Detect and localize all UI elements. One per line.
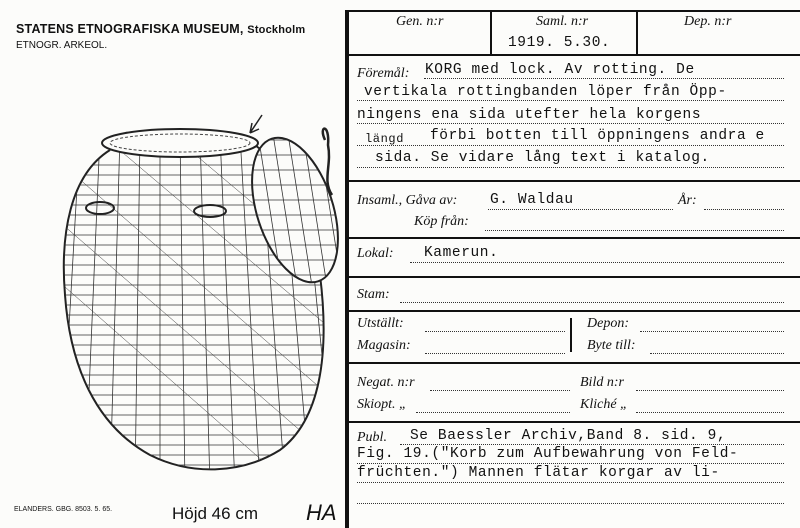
department-line: ETNOGR. ARKEOL. xyxy=(16,40,108,51)
foremal-line-4: förbi botten till öppningens andra e xyxy=(430,128,765,144)
gen-label: Gen. n:r xyxy=(396,14,444,29)
dotted-rule xyxy=(704,209,784,210)
dotted-rule xyxy=(416,412,570,413)
negat-rule xyxy=(349,421,800,423)
magasin-label: Magasin: xyxy=(357,338,411,353)
insaml-label: Insaml., Gåva av: xyxy=(357,193,458,208)
publ-label: Publ. xyxy=(357,430,387,445)
foremal-line-3: ningens ena sida utefter hela korgens xyxy=(357,107,702,123)
foremal-line-5: sida. Se vidare lång text i katalog. xyxy=(375,150,710,166)
dotted-rule xyxy=(357,145,784,146)
dotted-rule xyxy=(357,123,784,124)
dep-label: Dep. n:r xyxy=(684,14,732,29)
stam-label: Stam: xyxy=(357,287,390,302)
dotted-rule xyxy=(357,100,784,101)
byte-label: Byte till: xyxy=(587,338,636,353)
stam-rule xyxy=(349,310,800,312)
saml-label: Saml. n:r xyxy=(536,14,589,29)
lokal-label: Lokal: xyxy=(357,246,394,261)
dotted-rule xyxy=(357,463,784,464)
header-divider-2 xyxy=(636,10,638,54)
dotted-rule xyxy=(425,353,565,354)
vertical-divider xyxy=(345,10,349,528)
header-top-rule xyxy=(349,10,800,12)
foremal-line-2: vertikala rottingbanden löper från Öpp- xyxy=(364,84,727,100)
cliche-label: Kliché „ xyxy=(580,397,628,412)
insaml-rule xyxy=(349,237,800,239)
dotted-rule xyxy=(425,331,565,332)
initials: HA xyxy=(306,500,337,525)
utstallt-divider xyxy=(570,318,572,352)
publ-line-3: früchten.") Mannen flätar korgar av li- xyxy=(357,465,720,481)
publ-line-1: Se Baessler Archiv,Band 8. sid. 9, xyxy=(410,428,727,444)
utstallt-label: Utställt: xyxy=(357,316,404,331)
depon-rule xyxy=(349,362,800,364)
header-divider-1 xyxy=(490,10,492,54)
skiopt-label: Skiopt. „ xyxy=(357,397,407,412)
lokal-rule xyxy=(349,276,800,278)
publ-line-2: Fig. 19.("Korb zum Aufbewahrung von Feld- xyxy=(357,446,739,462)
depon-label: Depon: xyxy=(587,316,629,331)
foremal-label: Föremål: xyxy=(357,66,410,81)
dotted-rule xyxy=(430,390,570,391)
bild-label: Bild n:r xyxy=(580,375,624,390)
dotted-rule xyxy=(650,353,784,354)
foremal-rule xyxy=(349,180,800,182)
basket-drawing xyxy=(40,105,350,490)
dotted-rule xyxy=(636,390,784,391)
dotted-rule xyxy=(424,78,784,79)
foremal-line-1: KORG med lock. Av rotting. De xyxy=(425,62,695,78)
foremal-insert-word: längd xyxy=(365,132,405,146)
dotted-rule xyxy=(400,444,784,445)
dotted-rule xyxy=(485,230,784,231)
dotted-rule xyxy=(640,331,784,332)
kop-label: Köp från: xyxy=(414,214,469,229)
printer-note: ELANDERS. GBG. 8503. 5. 65. xyxy=(14,506,113,513)
dotted-rule xyxy=(636,412,784,413)
lokal-value: Kamerun. xyxy=(424,245,499,261)
height-note: Höjd 46 cm xyxy=(172,504,258,523)
dotted-rule xyxy=(357,482,784,483)
negat-label: Negat. n:r xyxy=(357,375,415,390)
dotted-rule xyxy=(400,302,784,303)
dotted-rule xyxy=(488,209,673,210)
header-bottom-rule xyxy=(349,54,800,56)
dotted-rule xyxy=(357,503,784,504)
dotted-rule xyxy=(357,167,784,168)
saml-value: 1919. 5.30. xyxy=(508,35,611,51)
insaml-value: G. Waldau xyxy=(490,192,574,208)
year-label: År: xyxy=(678,193,697,208)
dotted-rule xyxy=(410,262,784,263)
museum-name: STATENS ETNOGRAFISKA MUSEUM, Stockholm xyxy=(16,22,306,36)
